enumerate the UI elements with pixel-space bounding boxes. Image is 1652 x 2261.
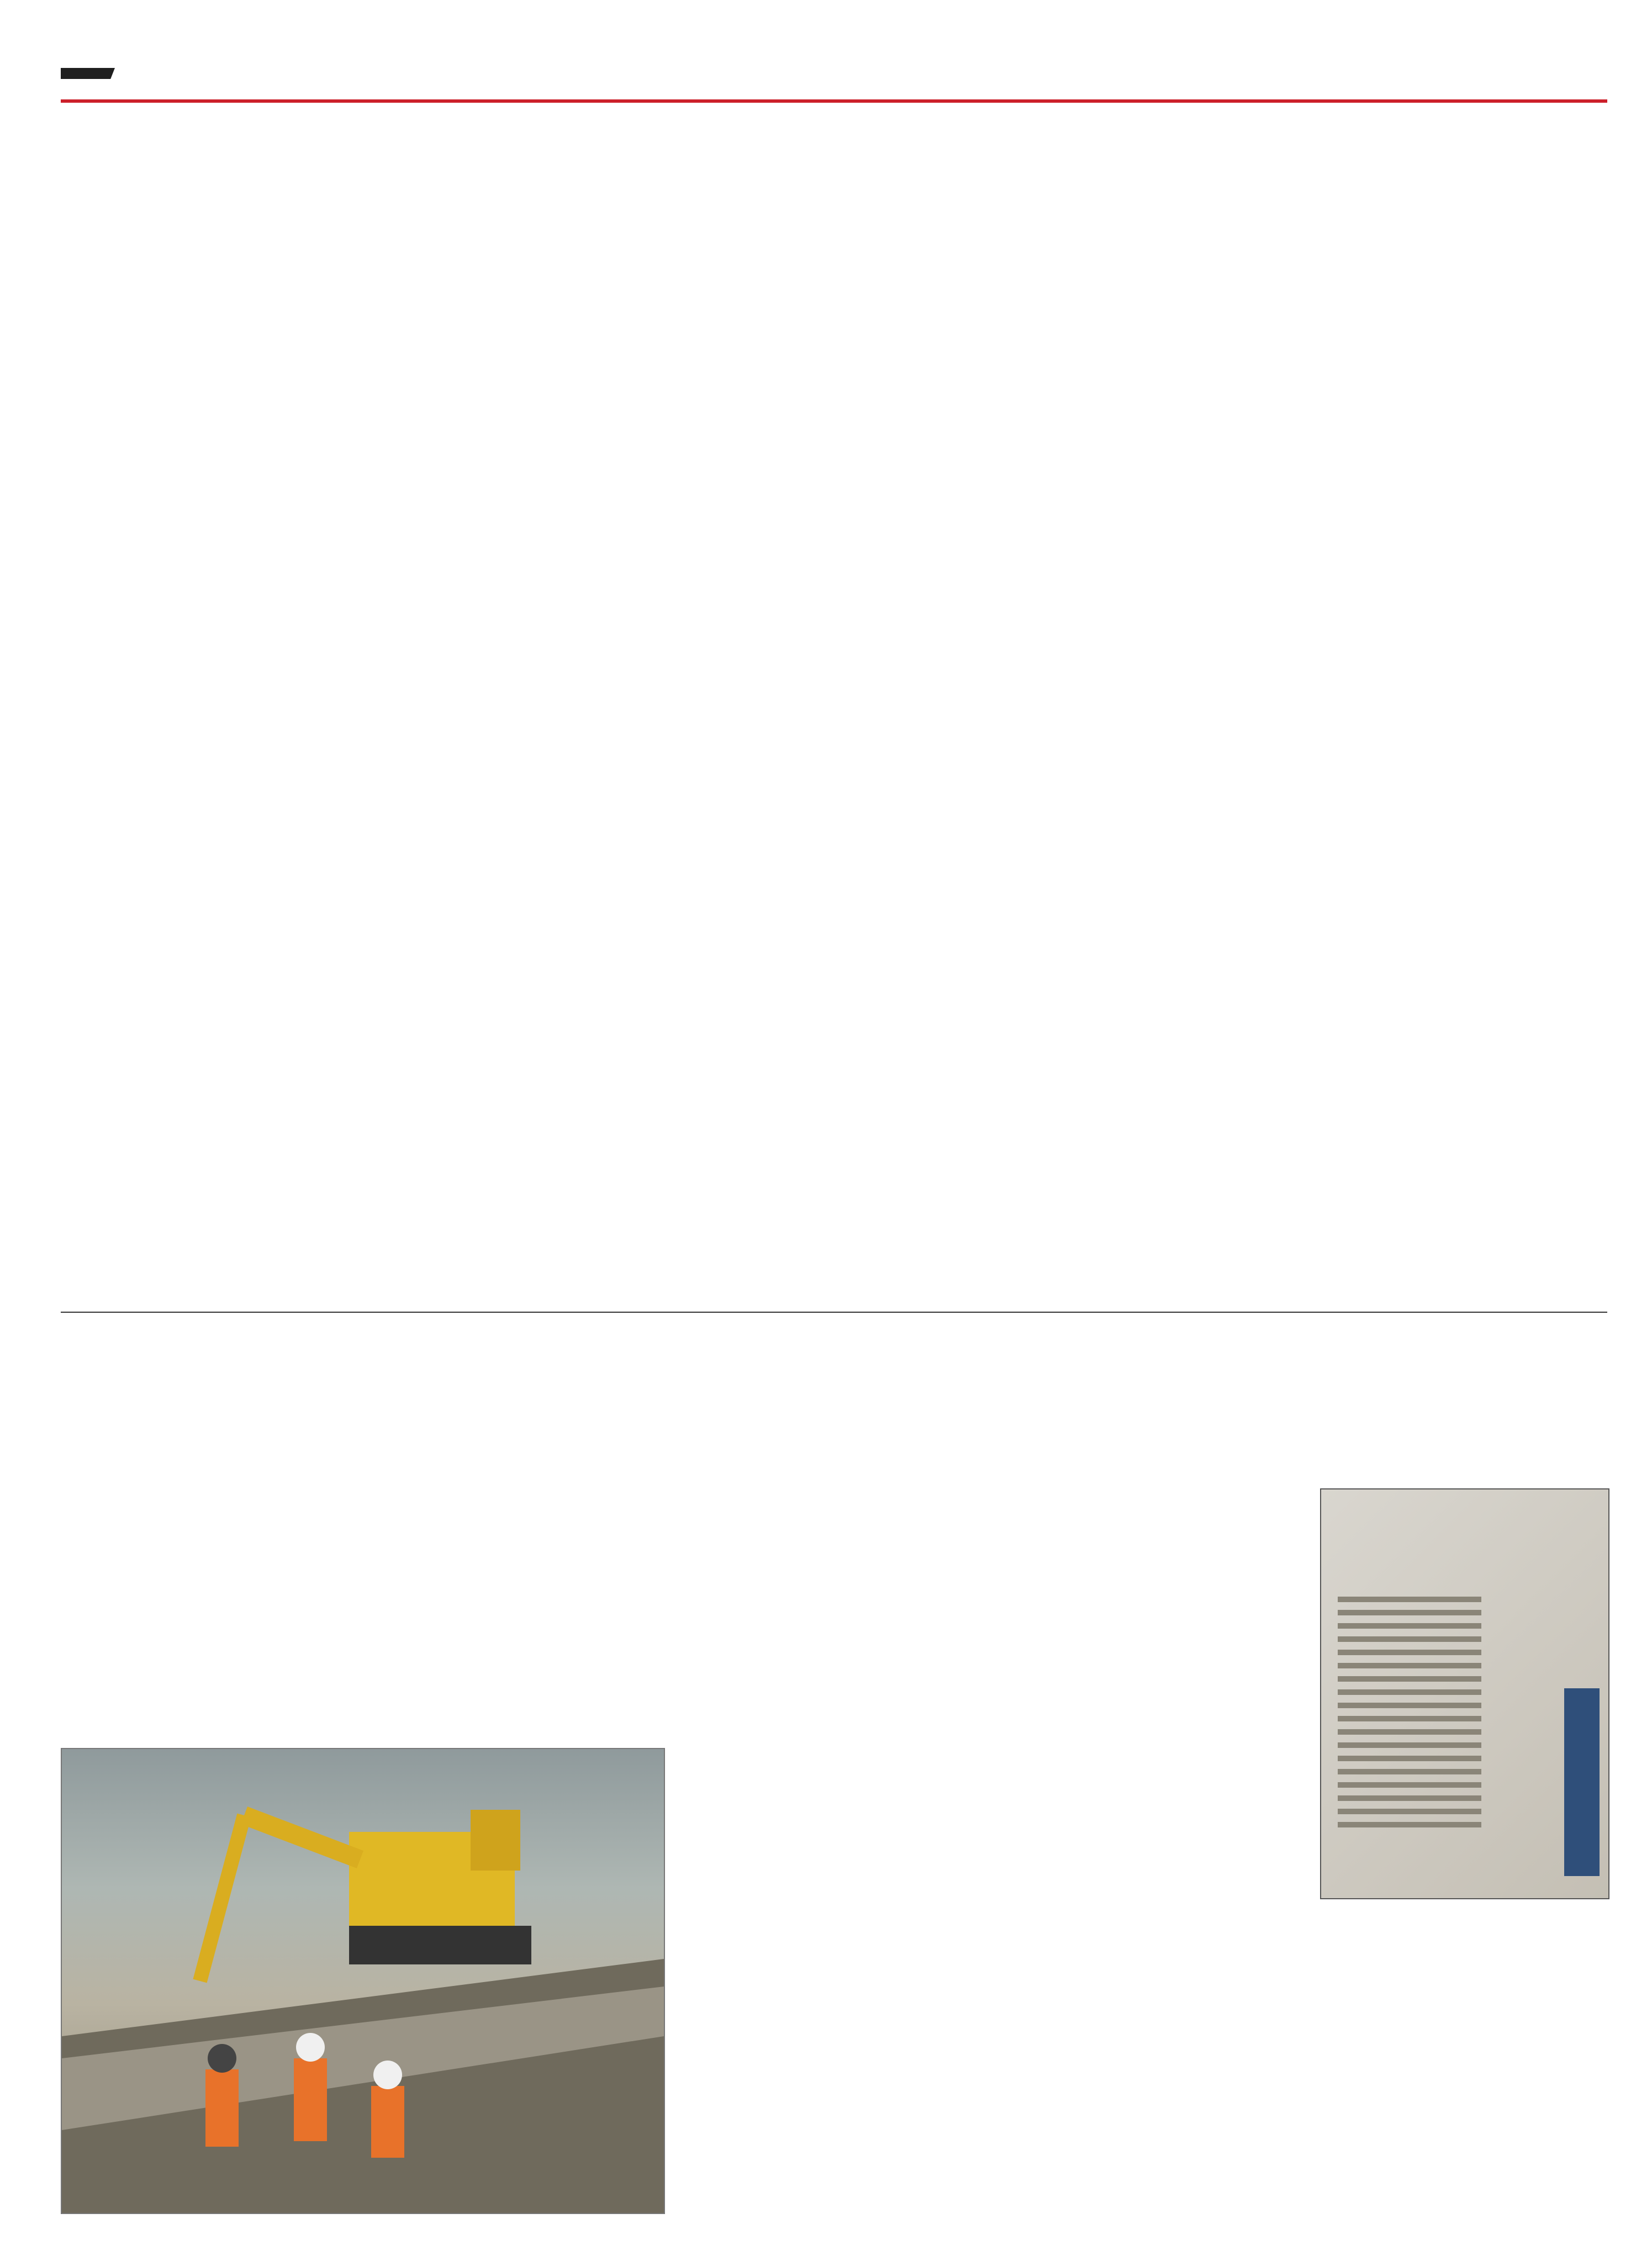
feature-right-column — [1320, 1488, 1607, 2223]
masthead — [61, 51, 1607, 96]
newspaper-clipping-image — [1320, 1488, 1609, 1899]
masthead-rule — [61, 99, 1607, 103]
road-maintenance-photo — [61, 1748, 665, 2214]
feature-ending — [1320, 1985, 1607, 2019]
worker-3 — [371, 2086, 404, 2158]
section-separator — [61, 1312, 1607, 1313]
photo-illustration — [62, 1749, 664, 2213]
worker-2 — [294, 2058, 327, 2141]
worker-1 — [205, 2069, 239, 2147]
top-article-columns — [61, 260, 1607, 1298]
editor-credit — [61, 68, 115, 79]
feature-article — [61, 1488, 1607, 2239]
clipping-text-lines — [1338, 1589, 1481, 1835]
clipping-side-banner — [1564, 1688, 1600, 1876]
